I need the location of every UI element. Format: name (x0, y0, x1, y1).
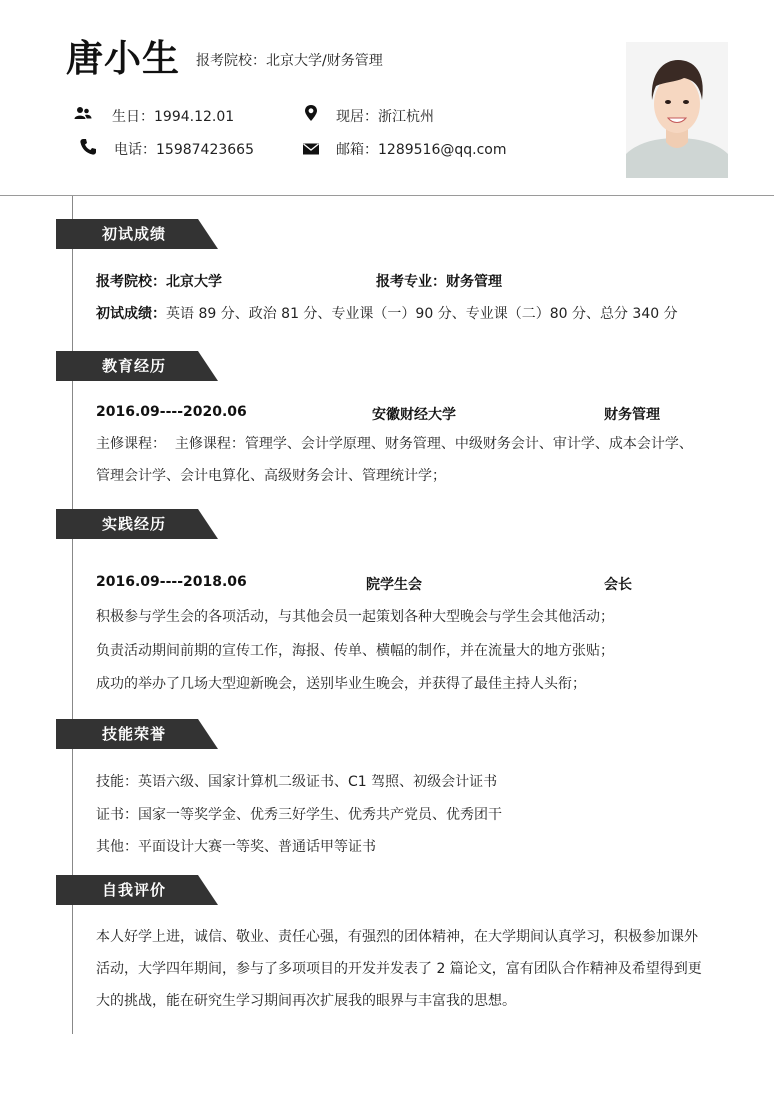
practice-item: 负责活动期间前期的宣传工作，海报、传单、横幅的制作，并在流量大的地方张贴； (96, 643, 614, 659)
self-evaluation-text: 本人好学上进，诚信、敬业、责任心强，有强烈的团体精神，在大学期间认真学习，积极参加课外活动，大学四年期间，参与了多项项目的开发并发表了 2 篇论文，富有团队合作精神及希望得到更大的挑战，能在研究生学习期间再次扩展我的眼界与丰富我的思想。 (96, 929, 702, 1009)
education-major: 财务管理 (604, 407, 660, 423)
phone (114, 139, 254, 159)
timeline-line (72, 196, 73, 1034)
education-course-label: 主修课程： (96, 436, 166, 452)
header-divider (0, 195, 774, 196)
email-label: 邮箱： (336, 142, 378, 158)
exam-major-value: 财务管理 (446, 274, 502, 290)
section-title: 实践经历 (102, 515, 167, 533)
practice-org: 院学生会 (366, 577, 422, 593)
education-course-list: 主修课程：管理学、会计学原理、财务管理、中级财务会计、审计学、成本会计学、管理会计学、会计电算化、高级财务会计、管理统计学； (96, 436, 693, 484)
exam-major-row (376, 271, 502, 291)
birthday-label: 生日： (112, 109, 154, 125)
practice-item: 积极参与学生会的各项活动，与其他会员一起策划各种大型晚会与学生会其他活动； (96, 609, 614, 625)
residence-label: 现居： (336, 109, 378, 125)
residence-value: 浙江杭州 (378, 109, 434, 125)
section-header-self (56, 875, 218, 905)
birthday (112, 106, 234, 126)
profile-photo (626, 42, 728, 178)
section-title: 初试成绩 (102, 225, 167, 243)
location-pin-icon (302, 104, 320, 122)
resume-name: 唐小生 (66, 37, 180, 80)
apply-target (196, 50, 383, 70)
exam-score-label: 初试成绩： (96, 306, 166, 322)
birthday-value: 1994.12.01 (154, 109, 235, 125)
exam-school-value: 北京大学 (166, 274, 222, 290)
section-header-exam (56, 219, 218, 249)
section-title: 教育经历 (102, 357, 167, 375)
education-courses (96, 428, 706, 492)
phone-icon (79, 138, 97, 156)
practice-role: 会长 (604, 577, 632, 593)
section-header-education (56, 351, 218, 381)
exam-major-label: 报考专业： (376, 274, 446, 290)
exam-score-row (96, 303, 678, 323)
education-school: 安徽财经大学 (372, 407, 456, 423)
practice-item: 成功的举办了几场大型迎新晚会，送别毕业生晚会，并获得了最佳主持人头衔； (96, 676, 586, 692)
skills-item: 其他：平面设计大赛一等奖、普通话甲等证书 (96, 839, 376, 855)
envelope-icon (302, 140, 320, 158)
residence (336, 106, 434, 126)
apply-label: 报考院校： (196, 53, 266, 69)
section-title: 技能荣誉 (102, 725, 167, 743)
exam-school-row (96, 271, 222, 291)
email-value: 1289516@qq.com (378, 142, 507, 158)
section-header-practice (56, 509, 218, 539)
section-title: 自我评价 (102, 881, 167, 899)
section-header-skills (56, 719, 218, 749)
exam-school-label: 报考院校： (96, 274, 166, 290)
exam-score-value: 英语 89 分、政治 81 分、专业课（一）90 分、专业课（二）80 分、总分 340 分 (166, 306, 678, 322)
people-icon (74, 105, 92, 123)
practice-period: 2016.09----2018.06 (96, 574, 247, 590)
skills-item: 证书：国家一等奖学金、优秀三好学生、优秀共产党员、优秀团干 (96, 807, 502, 823)
skills-item: 技能：英语六级、国家计算机二级证书、C1 驾照、初级会计证书 (96, 774, 498, 790)
apply-value: 北京大学/财务管理 (266, 53, 383, 69)
phone-value: 15987423665 (156, 142, 254, 158)
education-period: 2016.09----2020.06 (96, 404, 247, 420)
portrait-illustration (626, 42, 728, 178)
phone-label: 电话： (114, 142, 156, 158)
email (336, 139, 506, 159)
